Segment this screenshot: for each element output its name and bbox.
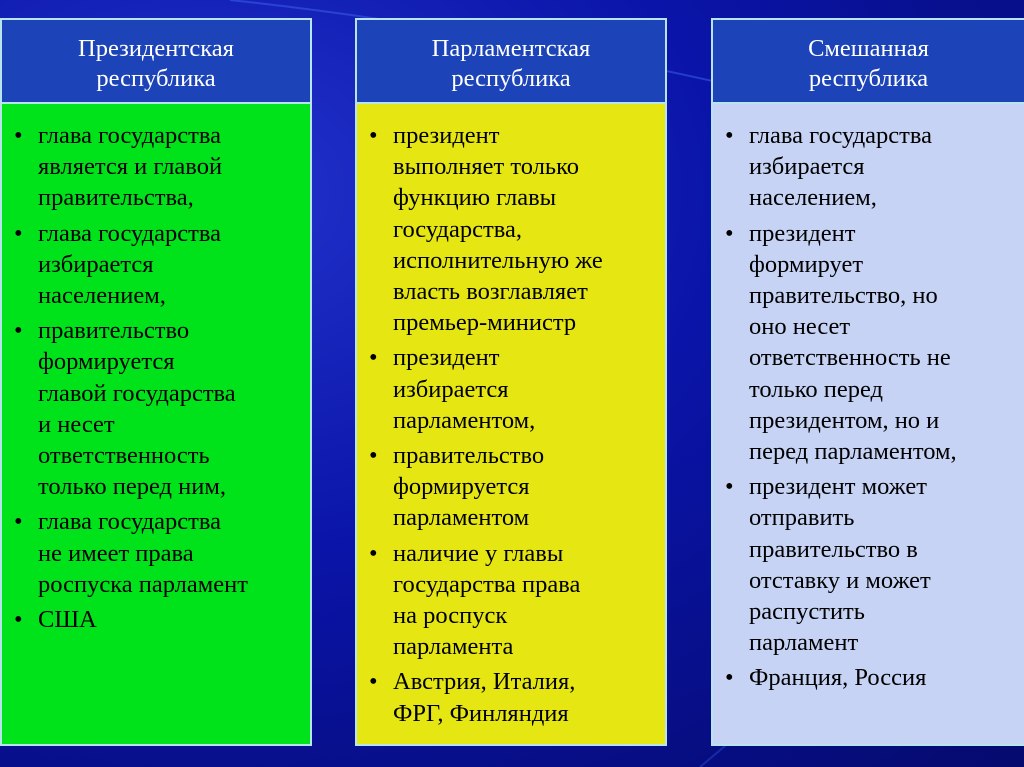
item-line: государства, [393,215,522,243]
item-line: глава государства [38,122,221,149]
item-line: функцию главы [393,184,557,212]
item-line: ФРГ, Финляндия [393,699,569,727]
column-parliamentary-republic [355,18,667,746]
item-line: формируется [38,348,175,376]
item-line: формируется [393,473,530,501]
item-line: ответственность не [749,344,951,372]
list-item [725,471,1016,658]
item-line: избирается [38,250,154,278]
item-line: премьер-министр [393,309,577,337]
item-line: отправить [749,504,855,532]
item-line: только перед [749,375,883,403]
bullet: • [14,317,23,345]
item-line: парламента [393,633,514,661]
item-line: президентом, но и [749,406,940,434]
item-line: на роспуск [393,602,508,630]
item-list [2,104,310,635]
item-line: ответственность [38,442,210,470]
item-line: выполняет только [393,153,579,181]
list-item [369,538,657,663]
list-item [725,120,1016,214]
item-line: государства права [393,570,581,598]
item-line: перед парламентом, [749,438,957,466]
item-line: парламентом [393,504,530,532]
column-mixed-republic [711,18,1024,746]
list-item [14,506,302,600]
column-header [2,20,310,104]
header-line: республика [451,65,571,92]
item-line: президент [393,122,500,149]
bullet: • [369,668,378,696]
bullet: • [14,219,23,247]
item-line: только перед ним, [38,473,226,501]
header-line: Смешанная [808,35,929,62]
list-item [14,120,302,214]
bullet: • [725,219,734,247]
item-line: главой государства [38,379,236,407]
bullet: • [725,664,734,692]
item-line: избирается [749,153,865,181]
item-line: оно несет [749,313,851,341]
header-line: Президентская [78,35,234,62]
item-line: роспуска парламент [38,570,248,598]
item-line: населением, [749,184,877,212]
item-line: Австрия, Италия, [393,668,576,696]
bullet: • [369,539,378,567]
column-header [713,20,1024,104]
bullet: • [14,606,23,634]
item-line: правительство [38,317,190,345]
item-line: Франция, Россия [749,664,927,692]
item-line: избирается [393,375,509,403]
bullet: • [369,344,378,372]
item-line: формирует [749,250,864,278]
item-line: населением, [38,282,166,310]
list-item [14,315,302,502]
item-line: правительство [393,442,545,470]
column-presidential-republic [0,18,312,746]
header-line: Парламентская [431,35,591,62]
item-line: правительства, [38,184,194,212]
bullet: • [14,122,23,149]
list-item [725,662,1016,693]
item-line: правительство, но [749,282,938,310]
item-line: парламентом, [393,406,536,434]
list-item [14,218,302,312]
list-item [369,666,657,728]
bullet: • [369,122,378,149]
list-item [369,120,657,338]
item-line: исполнительную же [393,246,603,274]
item-line: власть возглавляет [393,278,588,306]
item-line: президент [749,219,856,247]
item-line: США [38,606,97,634]
item-line: отставку и может [749,566,931,594]
bullet: • [14,508,23,536]
item-line: глава государства [749,122,932,149]
item-line: правительство в [749,535,918,563]
list-item [725,218,1016,468]
item-line: и несет [38,410,115,438]
bullet: • [725,473,734,501]
item-line: глава государства [38,508,221,536]
item-line: глава государства [38,219,221,247]
item-line: президент [393,344,500,372]
item-line: наличие у главы [393,539,564,567]
item-list [357,104,665,729]
bullet: • [725,122,734,149]
bullet: • [369,442,378,470]
item-line: распустить [749,598,865,626]
header-line: республика [96,65,216,92]
item-line: президент может [749,473,927,501]
item-list [713,104,1024,694]
list-item [369,342,657,436]
item-line: является и главой [38,153,223,181]
column-header [357,20,665,104]
item-line: не имеет права [38,539,194,567]
header-line: республика [808,65,929,92]
list-item [14,604,302,635]
list-item [369,440,657,534]
item-line: парламент [749,629,859,657]
